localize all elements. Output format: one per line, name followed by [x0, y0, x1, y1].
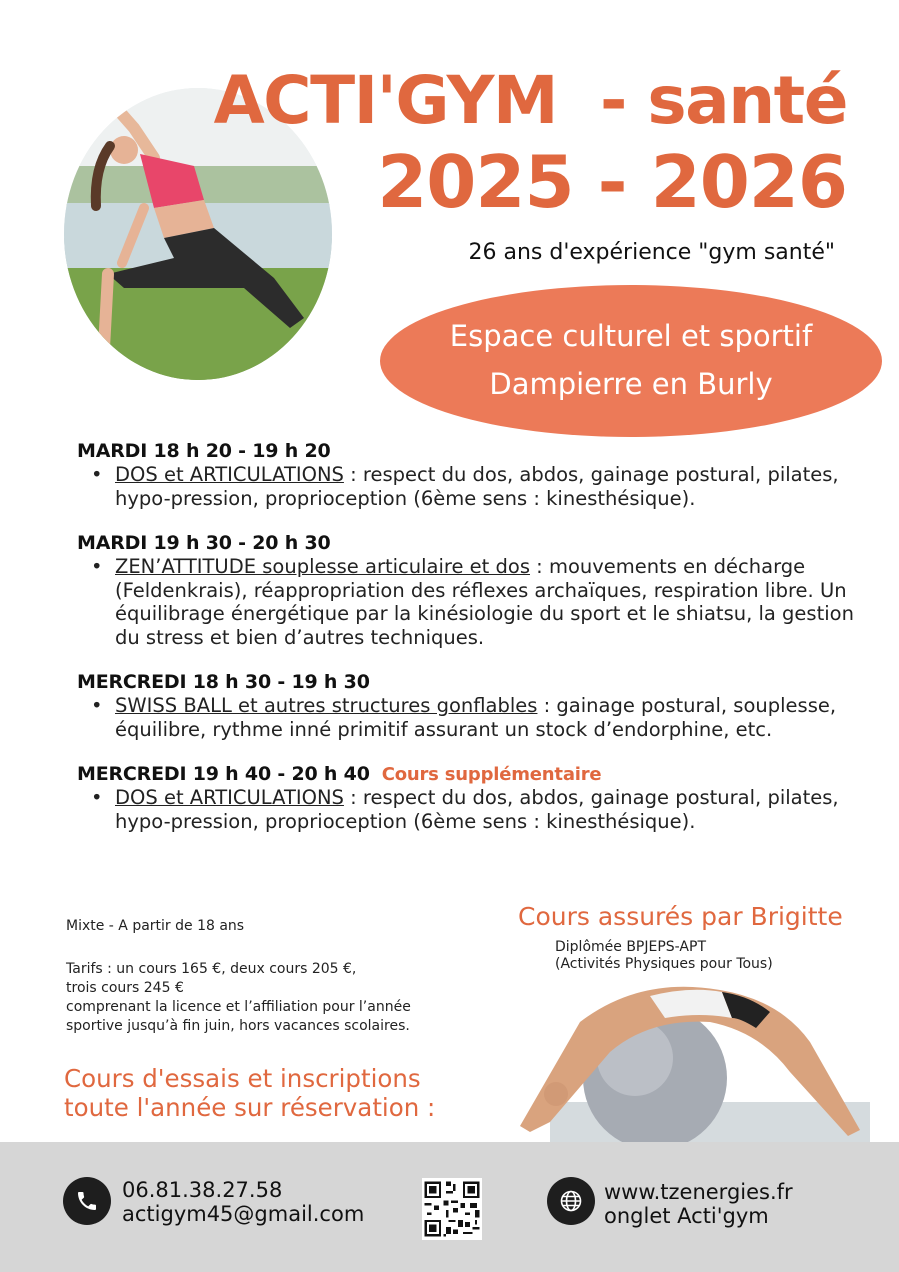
audience-info: Mixte - A partir de 18 ans [66, 918, 245, 934]
location-badge [380, 285, 882, 437]
pricing-line3: comprenant la licence et l’affiliation pour l’année sportive jusqu’à fin juin, hors vacances scolaires. [66, 999, 411, 1034]
course-name: SWISS BALL et autres structures gonflables [115, 694, 538, 717]
session-day-time: MERCREDI 19 h 40 - 20 h 40 Cours supplémentaire [77, 763, 602, 785]
registration-line1: Cours d'essais et inscriptions [64, 1064, 421, 1093]
pricing-line2: trois cours 245 € [66, 980, 184, 996]
instructor-diploma [555, 939, 773, 973]
contact-phone-email [122, 1178, 364, 1226]
email-address[interactable]: actigym45@gmail.com [122, 1202, 365, 1226]
course-name: DOS et ARTICULATIONS [115, 463, 344, 486]
bullet-icon: • [91, 694, 103, 717]
session-item [77, 440, 867, 510]
registration-info [64, 1064, 435, 1122]
diploma-line2: (Activités Physiques pour Tous) [555, 956, 773, 972]
website-note: onglet Acti'gym [604, 1204, 769, 1228]
website-info [604, 1180, 793, 1228]
session-description: • DOS et ARTICULATIONS : respect du dos, abdos, gainage postural, pilates, hypo-pression, proprioception (6ème sens : kinesthésique). [91, 786, 839, 833]
session-description: • SWISS BALL et autres structures gonflables : gainage postural, souplesse, équilibre, rythme inné primitif assurant un stock d’endorphine, etc. [91, 694, 837, 741]
experience-subtitle: 26 ans d'expérience "gym santé" [468, 240, 835, 265]
page-title-line2: 2025 - 2026 [377, 140, 847, 224]
extra-course-label: Cours supplémentaire [381, 764, 602, 785]
qr-code [422, 1178, 482, 1240]
course-name: DOS et ARTICULATIONS [115, 786, 344, 809]
bullet-icon: • [91, 463, 103, 486]
session-day-time: MARDI 18 h 20 - 19 h 20 [77, 440, 331, 462]
pricing-line1: Tarifs : un cours 165 €, deux cours 205 €, [66, 961, 357, 977]
page-title-line1: ACTI'GYM - santé [213, 62, 847, 139]
schedule-section [77, 440, 867, 855]
bullet-icon: • [91, 786, 103, 809]
course-name: ZEN’ATTITUDE souplesse articulaire et dos [115, 555, 530, 578]
session-item [77, 532, 867, 649]
bullet-icon: • [91, 555, 103, 578]
phone-icon [63, 1177, 111, 1225]
session-item [77, 763, 867, 833]
location-line1: Espace culturel et sportif [449, 319, 813, 353]
swiss-ball-photo [460, 982, 880, 1144]
pricing-info [66, 960, 446, 1036]
session-item [77, 671, 867, 741]
location-line2: Dampierre en Burly [489, 367, 773, 401]
website-link[interactable]: www.tzenergies.fr [604, 1180, 793, 1204]
globe-icon [547, 1177, 595, 1225]
registration-line2: toute l'année sur réservation : [64, 1093, 436, 1122]
session-description: • DOS et ARTICULATIONS : respect du dos, abdos, gainage postural, pilates, hypo-pression, proprioception (6ème sens : kinesthésique). [91, 463, 839, 510]
phone-number[interactable]: 06.81.38.27.58 [122, 1178, 283, 1202]
session-day-time: MERCREDI 18 h 30 - 19 h 30 [77, 671, 370, 693]
session-description: • ZEN’ATTITUDE souplesse articulaire et dos : mouvements en décharge (Feldenkrais), réappropriation des réflexes archaïques, respiration libre. Un équilibrage énergétique par la kinésiologie du sport et le shiatsu, la gestion du stress et bien d’autres techniques. [91, 555, 854, 649]
session-day-time: MARDI 19 h 30 - 20 h 30 [77, 532, 331, 554]
instructor-title: Cours assurés par Brigitte [518, 902, 843, 931]
diploma-line1: Diplômée BPJEPS-APT [555, 939, 706, 955]
